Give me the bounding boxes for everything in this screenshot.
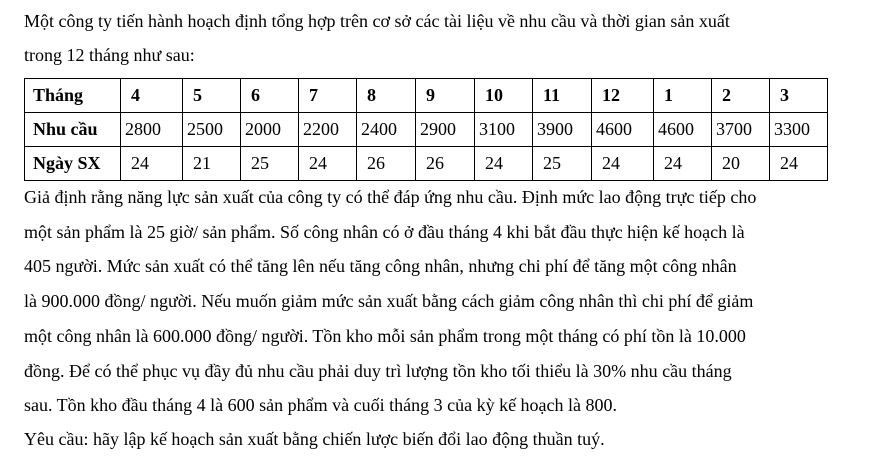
production-table	[24, 78, 828, 181]
row-label-demand: Nhu cầu	[25, 113, 121, 147]
days-cell: 24	[475, 147, 533, 181]
body-line: một công nhân là 600.000 đồng/ người. Tồn kho mỗi sản phẩm trong một tháng có phí tồn là 10.000	[24, 325, 746, 346]
days-cell: 20	[712, 147, 770, 181]
body-line: Giả định rằng năng lực sản xuất của công ty có thể đáp ứng nhu cầu. Định mức lao động trực tiếp cho	[24, 187, 757, 207]
row-label-days: Ngày SX	[25, 147, 121, 181]
month-cell: 12	[592, 79, 654, 113]
month-cell: 10	[475, 79, 533, 113]
demand-cell: 2400	[357, 113, 416, 147]
demand-cell: 3700	[712, 113, 770, 147]
task-requirement: Yêu cầu: hãy lập kế hoạch sản xuất bằng chiến lược biến đổi lao động thuần tuý.	[24, 429, 605, 449]
month-cell: 8	[357, 79, 416, 113]
month-cell: 4	[121, 79, 183, 113]
intro-line-2: trong 12 tháng như sau:	[24, 45, 195, 65]
days-cell: 24	[770, 147, 828, 181]
demand-cell: 2900	[416, 113, 475, 147]
row-label-month: Tháng	[25, 79, 121, 113]
days-cell: 26	[357, 147, 416, 181]
demand-cell: 3300	[770, 113, 828, 147]
table-row-days	[25, 147, 828, 181]
month-cell: 1	[654, 79, 712, 113]
days-cell: 24	[592, 147, 654, 181]
days-cell: 25	[241, 147, 299, 181]
demand-cell: 2800	[121, 113, 183, 147]
month-cell: 7	[299, 79, 357, 113]
month-cell: 3	[770, 79, 828, 113]
demand-cell: 2000	[241, 113, 299, 147]
body-line: một sản phẩm là 25 giờ/ sản phẩm. Số công nhân có ở đầu tháng 4 khi bắt đầu thực hiện kế hoạch là	[24, 221, 745, 242]
days-cell: 24	[654, 147, 712, 181]
body-line: 405 người. Mức sản xuất có thể tăng lên nếu tăng công nhân, nhưng chi phí để tăng một công nhân	[24, 256, 737, 277]
month-cell: 11	[533, 79, 592, 113]
demand-cell: 4600	[592, 113, 654, 147]
days-cell: 25	[533, 147, 592, 181]
month-cell: 6	[241, 79, 299, 113]
month-cell: 5	[183, 79, 241, 113]
days-cell: 26	[416, 147, 475, 181]
days-cell: 24	[121, 147, 183, 181]
intro-paragraph	[24, 0, 844, 72]
body-line: sau. Tồn kho đầu tháng 4 là 600 sản phẩm và cuối tháng 3 của kỳ kế hoạch là 800.	[24, 395, 618, 416]
body-line: đồng. Để có thể phục vụ đầy đủ nhu cầu phải duy trì lượng tồn kho tối thiểu là 30% nhu cầu tháng	[24, 360, 732, 381]
body-paragraph	[24, 180, 836, 423]
document-page	[24, 0, 844, 449]
month-cell: 9	[416, 79, 475, 113]
demand-cell: 4600	[654, 113, 712, 147]
intro-line-1: Một công ty tiến hành hoạch định tổng hợp trên cơ sở các tài liệu về nhu cầu và thời gian sản xuất	[24, 11, 730, 31]
month-cell: 2	[712, 79, 770, 113]
days-cell: 24	[299, 147, 357, 181]
demand-cell: 2500	[183, 113, 241, 147]
table-row-month	[25, 79, 828, 113]
demand-cell: 3100	[475, 113, 533, 147]
body-line: là 900.000 đồng/ người. Nếu muốn giảm mức sản xuất bằng cách giảm công nhân thì chi phí để giảm	[24, 291, 754, 312]
table-row-demand	[25, 113, 828, 147]
days-cell: 21	[183, 147, 241, 181]
demand-cell: 3900	[533, 113, 592, 147]
demand-cell: 2200	[299, 113, 357, 147]
